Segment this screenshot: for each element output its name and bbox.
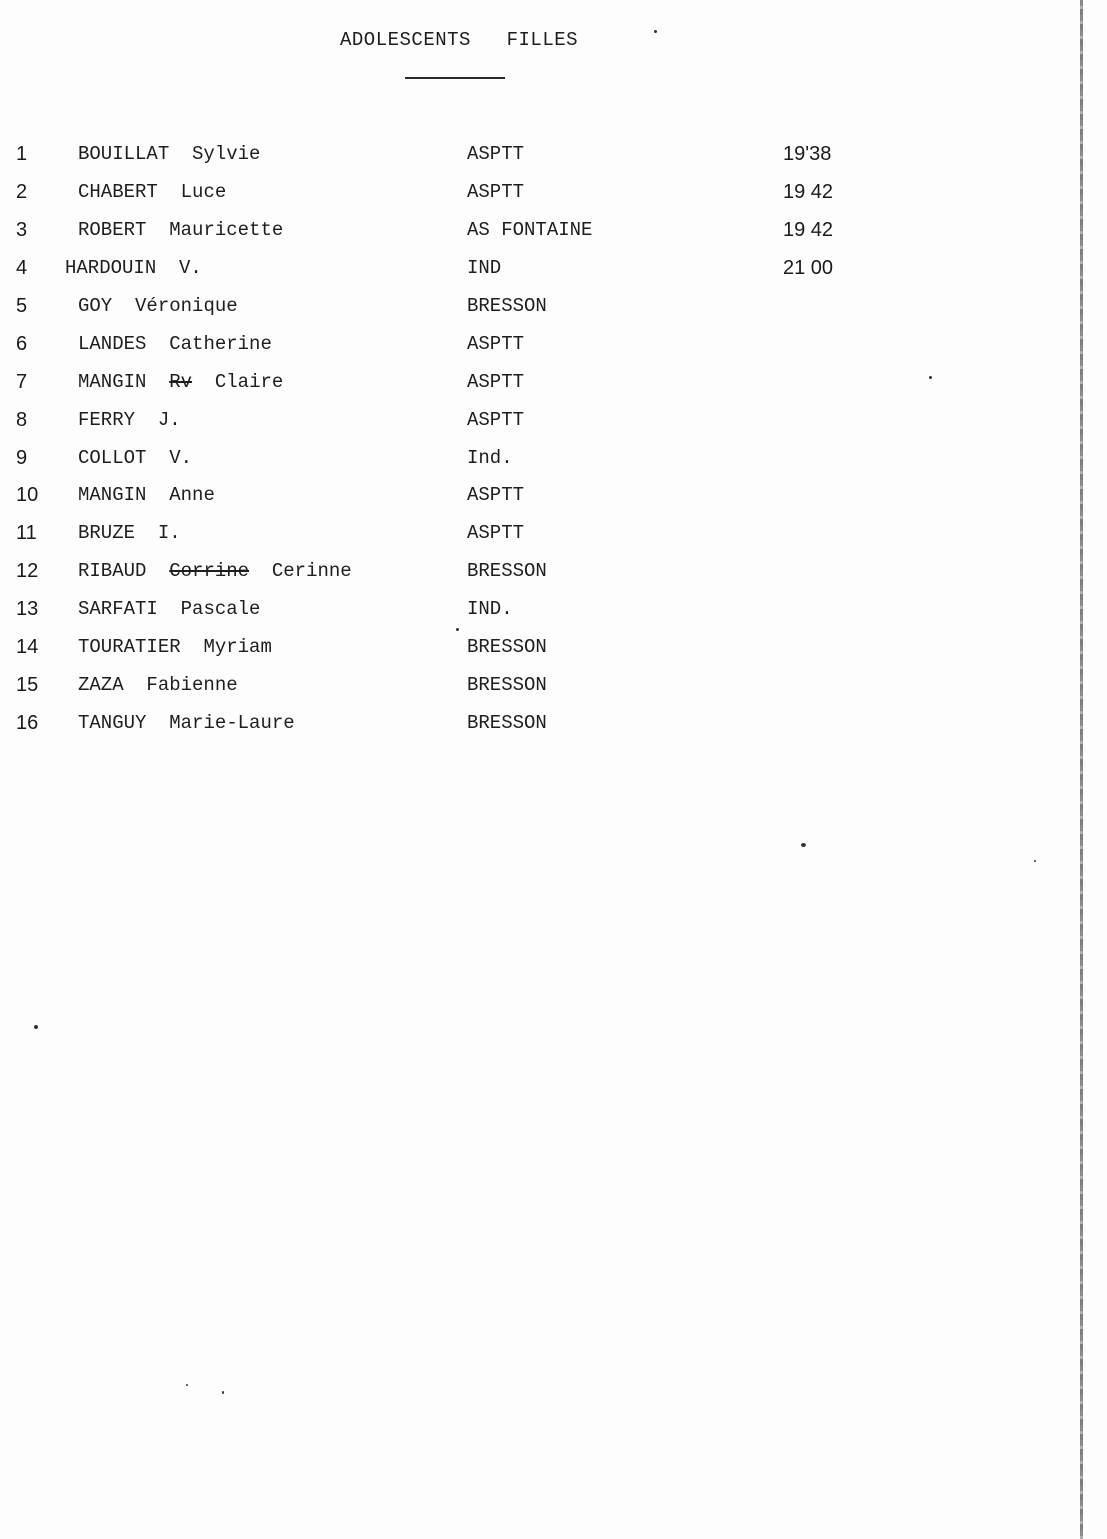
first-name: Sylvie	[192, 143, 261, 165]
athlete-name	[78, 560, 352, 582]
surname: RIBAUD	[78, 560, 147, 582]
surname: SARFATI	[78, 598, 158, 620]
club-name: ASPTT	[467, 333, 525, 355]
scan-speck	[186, 1384, 188, 1386]
first-name: I.	[157, 522, 181, 544]
surname: CHABERT	[78, 181, 158, 203]
result-row	[0, 674, 1000, 704]
club-name: IND.	[467, 598, 513, 620]
first-name: Myriam	[203, 636, 272, 658]
athlete-name	[78, 333, 272, 355]
surname: HARDOUIN	[65, 257, 157, 279]
struck-first-name: Rv	[169, 371, 193, 393]
rank-number: 12	[16, 560, 39, 582]
athlete-name	[78, 712, 295, 734]
rank-number: 14	[16, 636, 39, 658]
club-name: ASPTT	[467, 484, 525, 506]
surname: TOURATIER	[78, 636, 181, 658]
result-row	[0, 484, 1000, 514]
rank-number: 13	[16, 598, 39, 620]
surname: ZAZA	[78, 674, 124, 696]
club-name: Ind.	[467, 447, 513, 469]
athlete-name	[78, 484, 215, 506]
rank-number: 1	[16, 143, 28, 165]
rank-number: 9	[16, 447, 28, 469]
athlete-name	[78, 636, 272, 658]
first-name: Marie-Laure	[169, 712, 295, 734]
surname: ROBERT	[78, 219, 147, 241]
athlete-name	[78, 143, 260, 165]
surname: BOUILLAT	[78, 143, 170, 165]
surname: TANGUY	[78, 712, 147, 734]
finish-time: 19'38	[783, 143, 832, 165]
first-name: V.	[169, 447, 193, 469]
rank-number: 15	[16, 674, 39, 696]
club-name: BRESSON	[467, 674, 547, 696]
scan-speck	[34, 1025, 38, 1029]
rank-number: 5	[16, 295, 28, 317]
first-name: Luce	[180, 181, 227, 203]
result-row	[0, 560, 1000, 590]
result-row	[0, 522, 1000, 552]
first-name: Fabienne	[146, 674, 238, 696]
club-name: BRESSON	[467, 712, 547, 734]
rank-number: 4	[16, 257, 28, 279]
athlete-name	[78, 219, 283, 241]
first-name: Mauricette	[169, 219, 284, 241]
scan-speck	[1034, 860, 1036, 862]
first-name: Catherine	[169, 333, 272, 355]
finish-time: 19 42	[783, 219, 834, 241]
result-row	[0, 333, 1000, 363]
surname: MANGIN	[78, 371, 147, 393]
first-name: Anne	[169, 484, 215, 506]
result-row	[0, 598, 1000, 628]
scan-speck	[456, 628, 459, 631]
club-name: BRESSON	[467, 295, 547, 317]
finish-time: 21 00	[783, 257, 834, 279]
scan-speck	[801, 843, 806, 847]
first-name: Cerinne	[271, 560, 352, 582]
club-name: ASPTT	[467, 143, 525, 165]
club-name: ASPTT	[467, 371, 525, 393]
surname: GOY	[78, 295, 113, 317]
result-row	[0, 712, 1000, 742]
result-row	[0, 143, 1000, 173]
result-row	[0, 295, 1000, 325]
first-name: J.	[157, 409, 181, 431]
first-name: Claire	[214, 371, 284, 393]
finish-time: 19 42	[783, 181, 834, 203]
athlete-name	[78, 409, 181, 431]
athlete-name	[78, 447, 192, 469]
result-row	[0, 219, 1000, 249]
result-row	[0, 371, 1000, 401]
athlete-name	[65, 257, 202, 279]
club-name: ASPTT	[467, 522, 525, 544]
club-name: BRESSON	[467, 560, 547, 582]
athlete-name	[78, 522, 181, 544]
result-row	[0, 447, 1000, 477]
rank-number: 11	[16, 522, 37, 544]
result-row	[0, 409, 1000, 439]
club-name: BRESSON	[467, 636, 547, 658]
rank-number: 7	[16, 371, 28, 393]
page-edge-border	[1080, 0, 1083, 1539]
surname: FERRY	[78, 409, 136, 431]
surname: LANDES	[78, 333, 147, 355]
surname: COLLOT	[78, 447, 147, 469]
rank-number: 16	[16, 712, 39, 734]
club-name: AS FONTAINE	[467, 219, 593, 241]
scan-speck	[222, 1391, 224, 1394]
result-row	[0, 181, 1000, 211]
title-underline	[405, 77, 505, 79]
athlete-name	[78, 295, 238, 317]
result-row	[0, 636, 1000, 666]
club-name: ASPTT	[467, 409, 525, 431]
result-row	[0, 257, 1000, 287]
rank-number: 10	[16, 484, 39, 506]
club-name: ASPTT	[467, 181, 525, 203]
club-name: IND	[467, 257, 502, 279]
athlete-name	[78, 371, 283, 393]
athlete-name	[78, 674, 238, 696]
struck-first-name: Corrine	[169, 560, 250, 582]
first-name: Véronique	[135, 295, 238, 317]
athlete-name	[78, 598, 260, 620]
rank-number: 8	[16, 409, 28, 431]
rank-number: 3	[16, 219, 28, 241]
scan-speck	[929, 376, 932, 379]
surname: MANGIN	[78, 484, 147, 506]
first-name: V.	[179, 257, 202, 279]
rank-number: 2	[16, 181, 28, 203]
scan-speck	[654, 30, 657, 33]
rank-number: 6	[16, 333, 28, 355]
athlete-name	[78, 181, 226, 203]
surname: BRUZE	[78, 522, 136, 544]
first-name: Pascale	[180, 598, 261, 620]
document-title: ADOLESCENTS FILLES	[340, 29, 579, 51]
